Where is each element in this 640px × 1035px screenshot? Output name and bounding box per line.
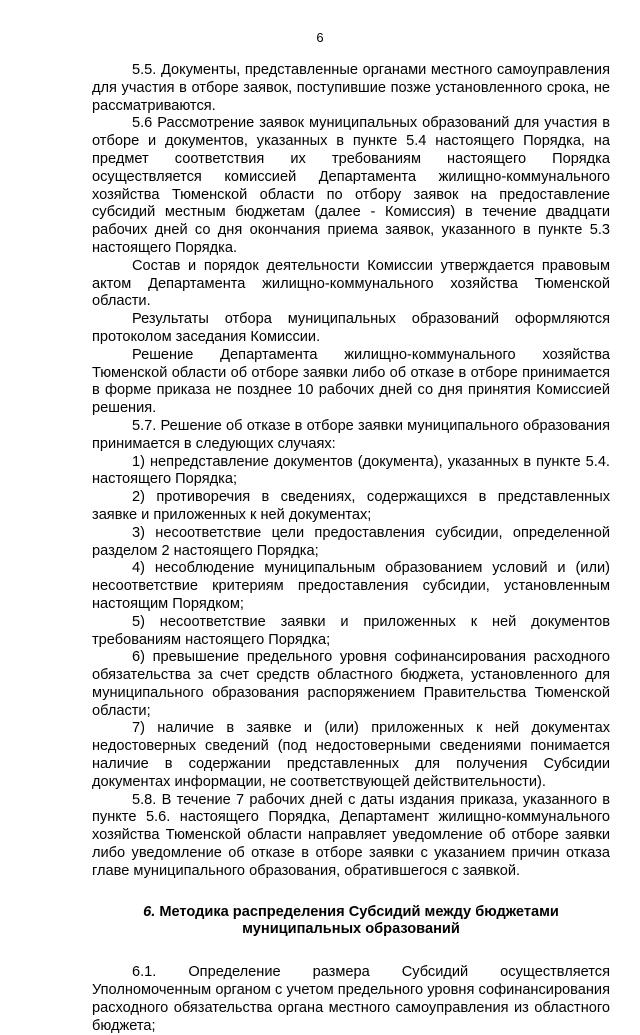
paragraph-commission-composition: Состав и порядок деятельности Комиссии утверждается правовым актом Департамента жилищно-коммунального хозяйства Тюменской области. (92, 257, 610, 310)
list-item-1: 1) непредставление документов (документа), указанных в пункте 5.4. настоящего Порядка; (92, 453, 610, 488)
paragraph-selection-results: Результаты отбора муниципальных образований оформляются протоколом заседания Комиссии. (92, 311, 610, 345)
paragraph-5-5: 5.5. Документы, представленные органами местного самоуправления для участия в отборе заявок, поступившие позже установленного срока, не рассматриваются. (92, 62, 610, 114)
list-item-4: 4) несоблюдение муниципальным образованием условий и (или) несоответствие критериям предоставления субсидии, установленным настоящим Порядком; (92, 560, 610, 612)
paragraph-5-7: 5.7. Решение об отказе в отборе заявки муниципального образования принимается в следующих случаях: (92, 417, 610, 452)
section-title: Методика распределения Субсидий между бюджетами муниципальных образований (159, 903, 559, 938)
section-heading (92, 904, 610, 940)
page-number: 6 (316, 30, 324, 45)
section-number: 6. (143, 903, 156, 920)
document-body (92, 62, 610, 1035)
paragraph-5-6: 5.6 Рассмотрение заявок муниципальных образований для участия в отборе и документов, указанных в пункте 5.4 настоящего Порядка, на предмет соответствия их требованиям настоящего Порядка осуществляется комиссией Департамента жилищно-коммунального хозяйства Тюменской области по отбору заявок на предоставление субсидий местным бюджетам (далее - Комиссия) в течение двадцати рабочих дней со дня окончания приема заявок, указанного в пункте 5.3 настоящего Порядка. (92, 115, 610, 256)
paragraph-6-1: 6.1. Определение размера Субсидий осуществляется Уполномоченным органом с учетом предельного уровня софинансирования расходного обязательства органа местного самоуправления из областного бюджета; (92, 964, 610, 1034)
paragraph-department-decision: Решение Департамента жилищно-коммунального хозяйства Тюменской области об отборе заявки либо об отказе в отборе принимается в форме приказа не позднее 10 рабочих дней со дня принятия Комиссией решения. (92, 346, 610, 417)
list-item-5: 5) несоответствие заявки и приложенных к ней документов требованиям настоящего Порядка; (92, 613, 610, 648)
list-item-7: 7) наличие в заявке и (или) приложенных к ней документах недостоверных сведений (под недостоверными сведениями понимается наличие в содержании представленных для получения Субсидии документах информации, не соответствующей действительности). (92, 720, 610, 790)
list-item-6: 6) превышение предельного уровня софинансирования расходного обязательства за счет средств областного бюджета, установленного для муниципального образования распоряжением Правительства Тюменской области; (92, 649, 610, 719)
list-item-3: 3) несоответствие цели предоставления субсидии, определенной разделом 2 настоящего Порядка; (92, 524, 610, 559)
paragraph-5-8: 5.8. В течение 7 рабочих дней с даты издания приказа, указанного в пункте 5.6. настоящего Порядка, Департамент жилищно-коммунального хозяйства Тюменской области направляет уведомление об отборе заявки либо уведомление об отказе в отборе заявки с указанием причин отказа главе муниципального образования, обратившегося с заявкой. (92, 791, 610, 879)
list-item-2: 2) противоречия в сведениях, содержащихся в представленных заявке и приложенных к ней документах; (92, 489, 610, 523)
